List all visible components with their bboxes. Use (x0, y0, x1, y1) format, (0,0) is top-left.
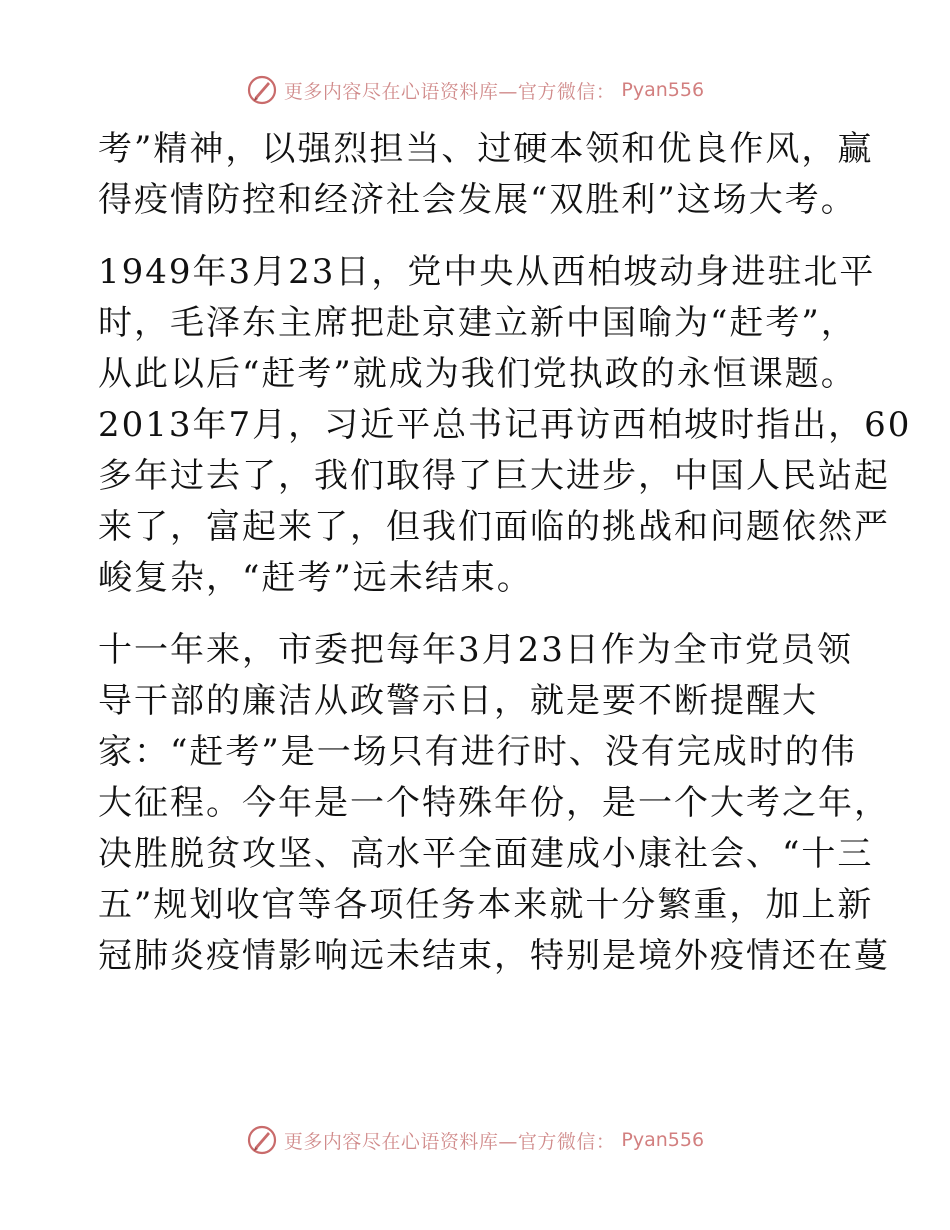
text-line: 多年过去了，我们取得了巨大进步，中国人民站起 (98, 456, 890, 496)
text-line: 考”精神，以强烈担当、过硬本领和优良作风，赢 (98, 129, 874, 169)
paragraph (98, 625, 890, 982)
text-line: 大征程。今年是一个特殊年份，是一个大考之年， (98, 783, 890, 823)
text-line: 从此以后“赶考”就成为我们党执政的永恒课题。 (98, 354, 857, 394)
text-line: 时，毛泽东主席把赴京建立新中国喻为“赶考”， (98, 303, 857, 343)
text-line: 2013年7月，习近平总书记再访西柏坡时指出，60 (98, 405, 912, 445)
paragraph (98, 247, 912, 604)
text-line: 导干部的廉洁从政警示日，就是要不断提醒大 (98, 681, 818, 721)
quill-logo-icon (246, 74, 278, 106)
text-line: 得疫情防控和经济社会发展“双胜利”这场大考。 (98, 180, 857, 220)
quill-logo-icon (246, 1124, 278, 1156)
watermark-header (0, 70, 950, 110)
text-line: 1949年3月23日，党中央从西柏坡动身进驻北平 (98, 252, 876, 292)
text-line: 五”规划收官等各项任务本来就十分繁重，加上新 (98, 885, 874, 925)
text-line: 决胜脱贫攻坚、高水平全面建成小康社会、“十三 (98, 834, 874, 874)
text-line: 峻复杂，“赶考”远未结束。 (98, 558, 533, 598)
text-line: 来了，富起来了，但我们面临的挑战和问题依然严 (98, 507, 890, 547)
text-line: 冠肺炎疫情影响远未结束，特别是境外疫情还在蔓 (98, 936, 890, 976)
watermark-handle: Pyan556 (621, 1129, 705, 1151)
text-line: 十一年来，市委把每年3月23日作为全市党员领 (98, 630, 853, 670)
text-line: 家：“赶考”是一场只有进行时、没有完成时的伟 (98, 732, 857, 772)
watermark-footer (0, 1120, 950, 1160)
watermark-text: 更多内容尽在心语资料库—官方微信： (283, 1130, 616, 1153)
paragraph (98, 124, 874, 226)
document-body (98, 124, 912, 982)
watermark-handle: Pyan556 (621, 79, 705, 101)
watermark-text: 更多内容尽在心语资料库—官方微信： (283, 80, 616, 103)
